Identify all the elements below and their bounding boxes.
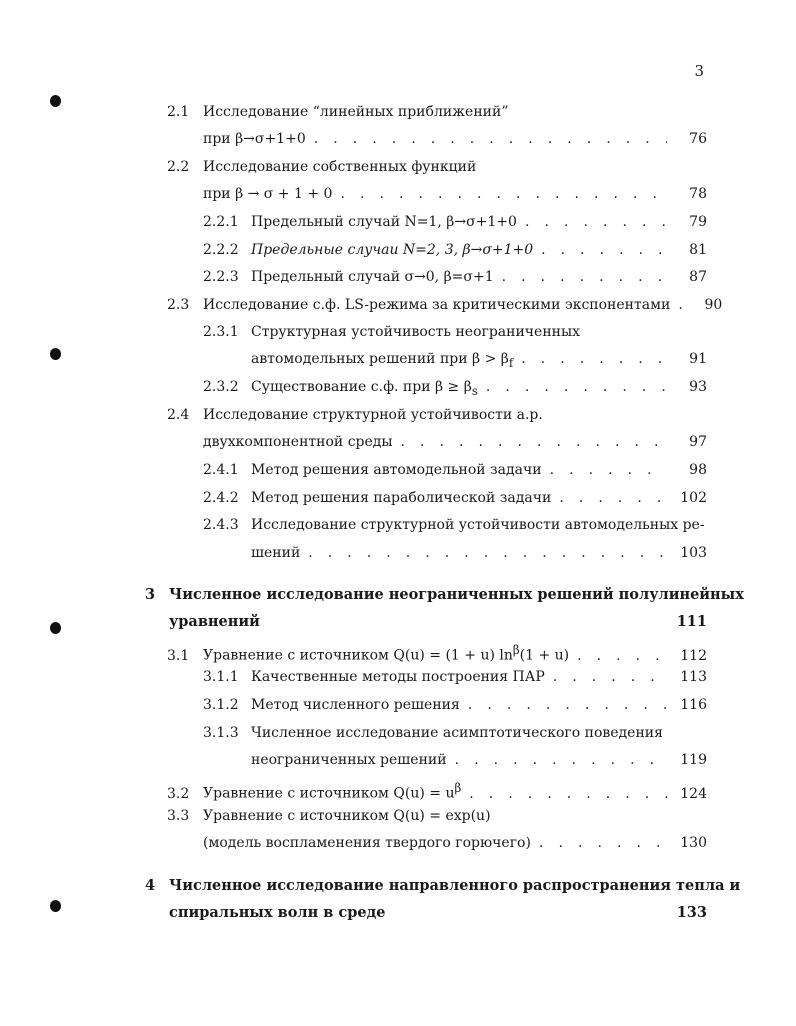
dot-leader xyxy=(569,647,667,665)
toc-entry-page: 130 xyxy=(680,835,707,851)
toc-entry-2-4-cont[interactable] xyxy=(203,433,707,451)
toc-entry-number: 2.3.1 xyxy=(203,324,239,340)
toc-entry-title: Предельный случай N=1, β→σ+1+0 xyxy=(251,214,517,230)
toc-entry-2-4[interactable] xyxy=(167,406,707,424)
toc-entry-title: Метод решения автомодельной задачи xyxy=(251,462,542,478)
toc-entry-title-cont: при β→σ+1+0 xyxy=(203,131,306,147)
dot-leader xyxy=(494,268,667,286)
dot-leader xyxy=(393,433,667,451)
toc-entry-page: 90 xyxy=(704,297,723,313)
toc-entry-2-4-3-cont[interactable] xyxy=(251,544,707,562)
dot-leader xyxy=(517,213,667,231)
toc-entry-page: 98 xyxy=(689,462,707,478)
superscript-beta: β xyxy=(454,781,462,795)
punch-hole-dot xyxy=(50,900,61,912)
toc-entry-number: 2.4.2 xyxy=(203,490,239,506)
toc-entry-3-1[interactable] xyxy=(167,641,707,665)
toc-entry-2-2-2[interactable] xyxy=(203,241,707,259)
toc-chapter-3-cont[interactable] xyxy=(169,613,707,631)
toc-entry-number: 2.4.1 xyxy=(203,462,239,478)
toc-entry-3-3-cont[interactable] xyxy=(203,834,707,852)
dot-leader xyxy=(300,544,667,562)
toc-entry-title: Предельные случаи N=2, 3, β→σ+1+0 xyxy=(251,242,534,258)
toc-entry-2-4-1[interactable] xyxy=(203,461,707,479)
toc-entry-page: 78 xyxy=(689,186,707,202)
punch-hole-dot xyxy=(50,622,61,634)
punch-hole-dot xyxy=(50,348,61,360)
toc-entry-number: 3.1 xyxy=(167,647,190,664)
toc-entry-3-3[interactable] xyxy=(167,807,707,825)
toc-entry-2-4-2[interactable] xyxy=(203,489,707,507)
toc-chapter-title-cont: спиральных волн в среде xyxy=(169,904,386,921)
toc-entry-page: 103 xyxy=(680,545,707,561)
toc-entry-page: 76 xyxy=(689,131,707,147)
toc-entry-number: 2.2.2 xyxy=(203,242,239,258)
toc-entry-page: 93 xyxy=(689,379,707,395)
toc-entry-2-3-2[interactable] xyxy=(203,378,707,400)
toc-entry-page: 113 xyxy=(680,669,707,685)
toc-entry-number: 3.1.1 xyxy=(203,669,239,685)
toc-chapter-title-cont: уравнений xyxy=(169,613,260,630)
dot-leader xyxy=(460,696,667,714)
toc-entry-page: 112 xyxy=(680,647,707,664)
dot-leader xyxy=(478,378,667,396)
toc-chapter-4-cont[interactable] xyxy=(169,904,707,922)
toc-entry-page: 102 xyxy=(680,490,707,506)
toc-chapter-3[interactable] xyxy=(145,586,744,604)
subscript-s: s xyxy=(471,383,478,398)
toc-entry-title-text: автомодельных решений при β > β xyxy=(251,351,509,367)
dot-leader xyxy=(533,241,667,259)
toc-entry-title: Исследование “линейных приближений” xyxy=(203,104,509,120)
toc-entry-number: 2.1 xyxy=(167,104,190,120)
toc-entry-2-2-3[interactable] xyxy=(203,268,707,286)
toc-entry-page: 116 xyxy=(680,697,707,713)
toc-entry-2-1-cont[interactable] xyxy=(203,130,707,148)
dot-leader xyxy=(447,751,667,769)
toc-entry-title-tail: (1 + u) xyxy=(519,647,570,664)
toc-chapter-page: 111 xyxy=(676,613,707,630)
dot-leader xyxy=(513,350,667,368)
toc-entry-title: Уравнение с источником Q(u) = exp(u) xyxy=(203,808,491,824)
punch-hole-dot xyxy=(50,95,61,107)
toc-entry-title: Предельный случай σ→0, β=σ+1 xyxy=(251,269,494,285)
subscript-f: f xyxy=(508,355,514,370)
toc-entry-page: 79 xyxy=(689,214,707,230)
toc-entry-number: 3.1.3 xyxy=(203,725,239,741)
toc-entry-number: 2.2 xyxy=(167,159,190,175)
toc-entry-title-cont: шений xyxy=(251,545,301,561)
toc-entry-title xyxy=(203,641,569,665)
toc-entry-page: 81 xyxy=(689,242,707,258)
toc-chapter-page: 133 xyxy=(676,904,707,921)
toc-entry-2-2[interactable] xyxy=(167,158,707,176)
toc-entry-title: Качественные методы построения ПАР xyxy=(251,669,545,685)
toc-entry-title-cont: двухкомпонентной среды xyxy=(203,434,393,450)
toc-chapter-number: 4 xyxy=(145,877,156,894)
dot-leader xyxy=(551,489,667,507)
toc-entry-title: Исследование собственных функций xyxy=(203,159,477,175)
dot-leader xyxy=(545,668,667,686)
toc-entry-title-cont xyxy=(251,350,513,372)
toc-entry-3-1-3[interactable] xyxy=(203,724,707,742)
dot-leader xyxy=(670,296,682,314)
toc-entry-number: 2.4.3 xyxy=(203,517,239,533)
toc-entry-title xyxy=(251,378,478,400)
toc-entry-2-2-1[interactable] xyxy=(203,213,707,231)
toc-entry-title xyxy=(203,779,461,803)
toc-entry-title-text: Существование с.ф. при β ≥ β xyxy=(251,379,472,395)
toc-entry-title: Численное исследование асимптотического поведения xyxy=(251,725,663,741)
toc-entry-number: 2.2.3 xyxy=(203,269,239,285)
toc-entry-title-cont: неограниченных решений xyxy=(251,752,447,768)
dot-leader xyxy=(461,785,667,803)
toc-entry-title-cont: (модель воспламенения твердого горючего) xyxy=(203,835,531,851)
toc-entry-title: Метод решения параболической задачи xyxy=(251,490,552,506)
toc-entry-title: Исследование структурной устойчивости а.р. xyxy=(203,407,543,423)
toc-chapter-4[interactable] xyxy=(145,877,741,895)
toc-entry-page: 97 xyxy=(689,434,707,450)
toc-chapter-title: Численное исследование неограниченных решений полулинейных xyxy=(169,586,744,603)
toc-entry-number: 3.2 xyxy=(167,785,190,802)
toc-entry-number: 2.3.2 xyxy=(203,379,239,395)
toc-entry-title: Исследование с.ф. LS-режима за критическими экспонентами xyxy=(203,297,671,313)
superscript-beta: β xyxy=(512,643,520,657)
toc-entry-number: 2.4 xyxy=(167,407,190,423)
toc-entry-title-text: Уравнение с источником Q(u) = (1 + u) ln xyxy=(203,647,513,664)
toc-entry-number: 3.3 xyxy=(167,808,190,824)
toc-entry-title-cont: при β → σ + 1 + 0 xyxy=(203,186,333,202)
toc-entry-page: 119 xyxy=(680,752,707,768)
toc-entry-page: 87 xyxy=(689,269,707,285)
dot-leader xyxy=(531,834,667,852)
toc-entry-2-2-cont[interactable] xyxy=(203,185,707,203)
dot-leader xyxy=(306,130,667,148)
toc-chapter-title: Численное исследование направленного распространения тепла и xyxy=(169,877,741,894)
toc-entry-title-text: Уравнение с источником Q(u) = u xyxy=(203,785,455,802)
toc-entry-3-1-3-cont[interactable] xyxy=(251,751,707,769)
toc-entry-2-4-3[interactable] xyxy=(203,516,707,534)
toc-entry-page: 124 xyxy=(680,785,707,802)
toc-entry-title: Структурная устойчивость неограниченных xyxy=(251,324,581,340)
toc-chapter-number: 3 xyxy=(145,586,156,603)
toc-entry-number: 2.3 xyxy=(167,297,190,313)
toc-entry-title: Исследование структурной устойчивости автомодельных ре- xyxy=(251,517,705,533)
toc-entry-2-3-1-cont[interactable] xyxy=(251,350,707,372)
toc-entry-2-3[interactable] xyxy=(167,296,723,314)
toc-entry-page: 91 xyxy=(689,351,707,367)
toc-entry-title: Метод численного решения xyxy=(251,697,460,713)
toc-entry-2-3-1[interactable] xyxy=(203,323,707,341)
toc-entry-number: 3.1.2 xyxy=(203,697,239,713)
toc-entry-number: 2.2.1 xyxy=(203,214,239,230)
page-number: 3 xyxy=(694,62,704,80)
dot-leader xyxy=(332,185,667,203)
toc-entry-3-2[interactable] xyxy=(167,779,707,803)
toc-entry-2-1[interactable] xyxy=(167,103,707,121)
toc-entry-3-1-1[interactable] xyxy=(203,668,707,686)
dot-leader xyxy=(542,461,667,479)
toc-entry-3-1-2[interactable] xyxy=(203,696,707,714)
